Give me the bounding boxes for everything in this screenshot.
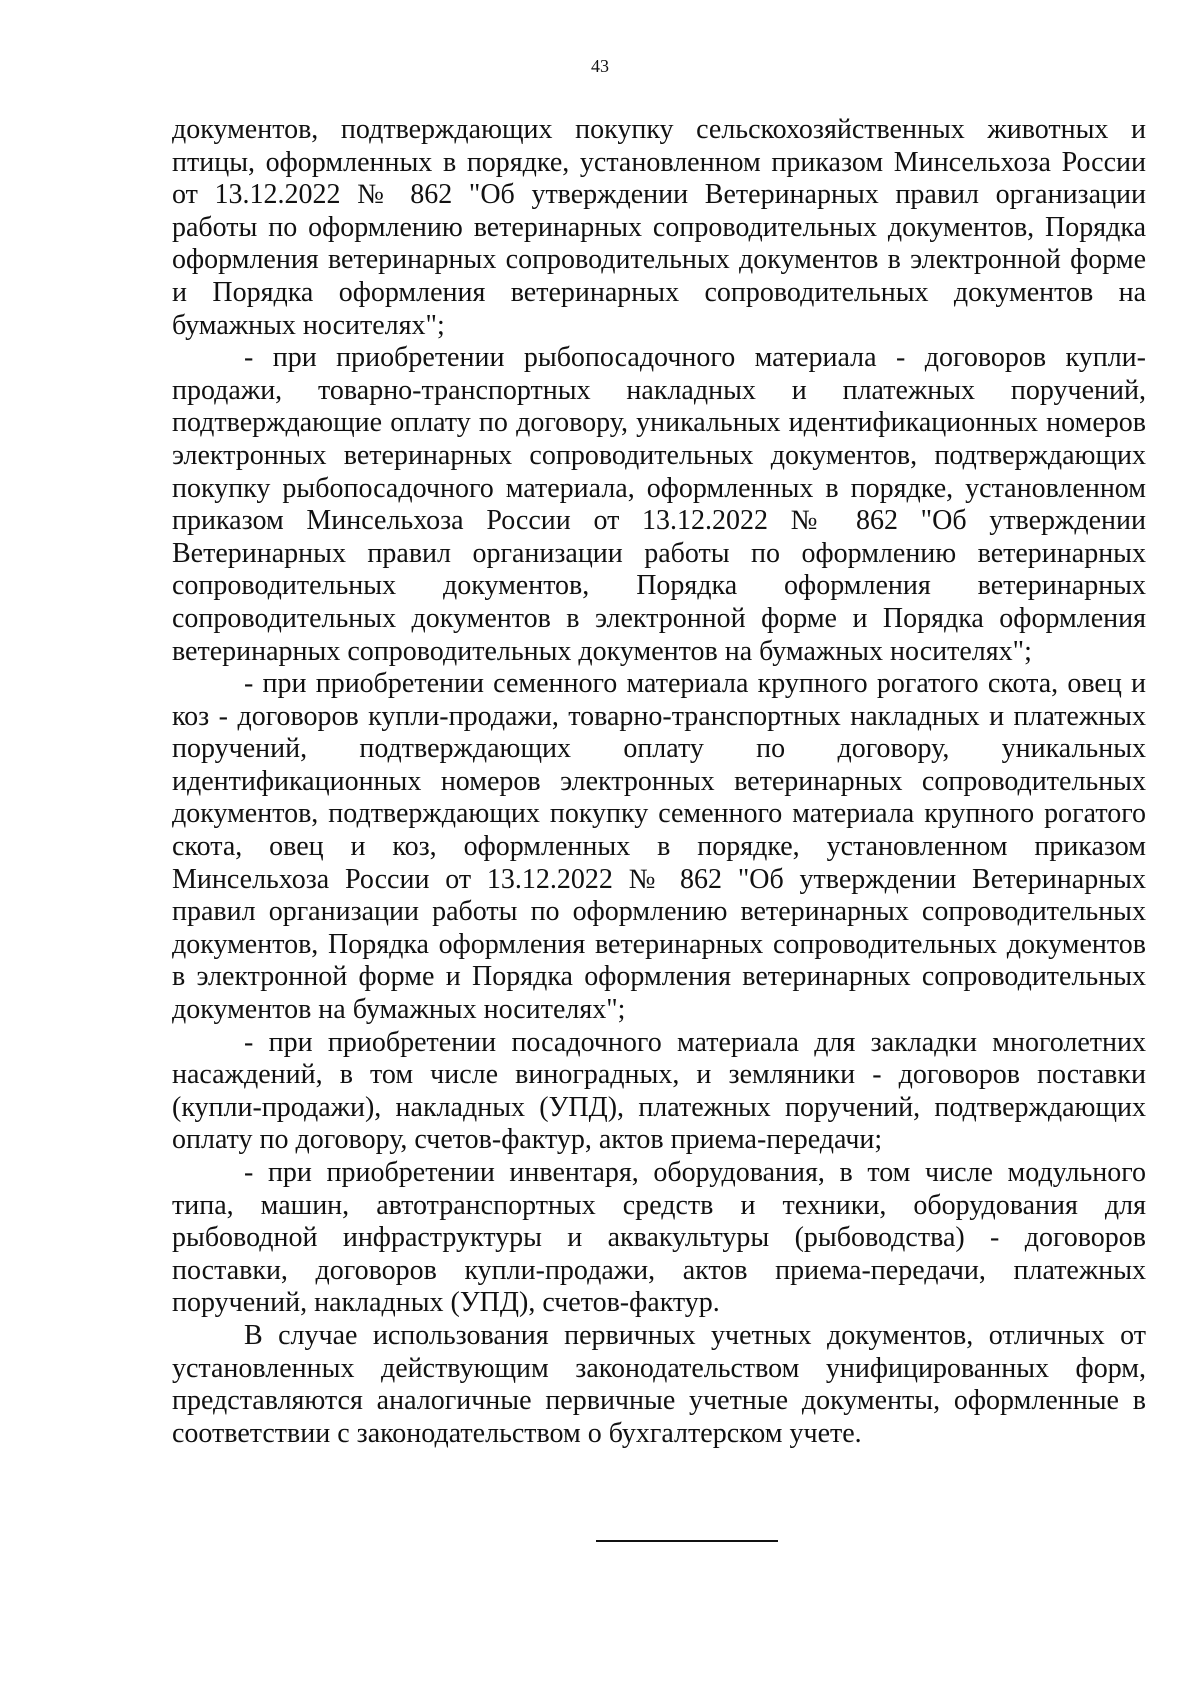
list-item-cattle-semen: - при приобретении семенного материала крупного рогатого скота, овец и коз - договоров купли-продажи, товарно-транспортных накладных и платежных поручений, подтверждающих оплату по договору, уникальных идентификационных номеров электронных ветеринарных сопроводительных документов, подтверждающих покупку семенного материала крупного рогатого скота, овец и коз, оформленных в порядке, установленном приказом Минсельхоза России от 13.12.2022 № 862 "Об утверждении Ветеринарных правил организации работы по оформлению ветеринарных сопроводительных документов, Порядка оформления ветеринарных сопроводительных документов в электронной форме и Порядка оформления ветеринарных сопроводительных документов на бумажных носителях"; [172,668,1146,1026]
paragraph-primary-documents: В случае использования первичных учетных документов, отличных от установленных действующим законодательством унифицированных форм, представляются аналогичные первичные учетные документы, оформленные в соответствии с законодательством о бухгалтерском учете. [172,1319,1146,1449]
list-item-fish-stock: - при приобретении рыбопосадочного материала - договоров купли-продажи, товарно-транспортных накладных и платежных поручений, подтверждающие оплату по договору, уникальных идентификационных номеров электронных ветеринарных сопроводительных документов, подтверждающих покупку рыбопосадочного материала, оформленных в порядке, установленном приказом Минсельхоза России от 13.12.2022 № 862 "Об утверждении Ветеринарных правил организации работы по оформлению ветеринарных сопроводительных документов, Порядка оформления ветеринарных сопроводительных документов в электронной форме и Порядка оформления ветеринарных сопроводительных документов на бумажных носителях"; [172,342,1146,667]
page-number: 43 [591,56,609,76]
paragraph-continuation: документов, подтверждающих покупку сельскохозяйственных животных и птицы, оформленных в порядке, установленном приказом Минсельхоза России от 13.12.2022 № 862 "Об утверждении Ветеринарных правил организации работы по оформлению ветеринарных сопроводительных документов, Порядка оформления ветеринарных сопроводительных документов в электронной форме и Порядка оформления ветеринарных сопроводительных документов на бумажных носителях"; [172,114,1146,341]
document-body [172,114,1146,1450]
end-of-document-rule [596,1540,778,1542]
list-item-equipment: - при приобретении инвентаря, оборудования, в том числе модульного типа, машин, автотранспортных средств и техники, оборудования для рыбоводной инфраструктуры и аквакультуры (рыбоводства) - договоров поставки, договоров купли-продажи, актов приема-передачи, платежных поручений, накладных (УПД), счетов-фактур. [172,1157,1146,1319]
list-item-planting-material: - при приобретении посадочного материала для закладки многолетних насаждений, в том числе виноградных, и земляники - договоров поставки (купли-продажи), накладных (УПД), платежных поручений, подтверждающих оплату по договору, счетов-фактур, актов приема-передачи; [172,1026,1146,1156]
